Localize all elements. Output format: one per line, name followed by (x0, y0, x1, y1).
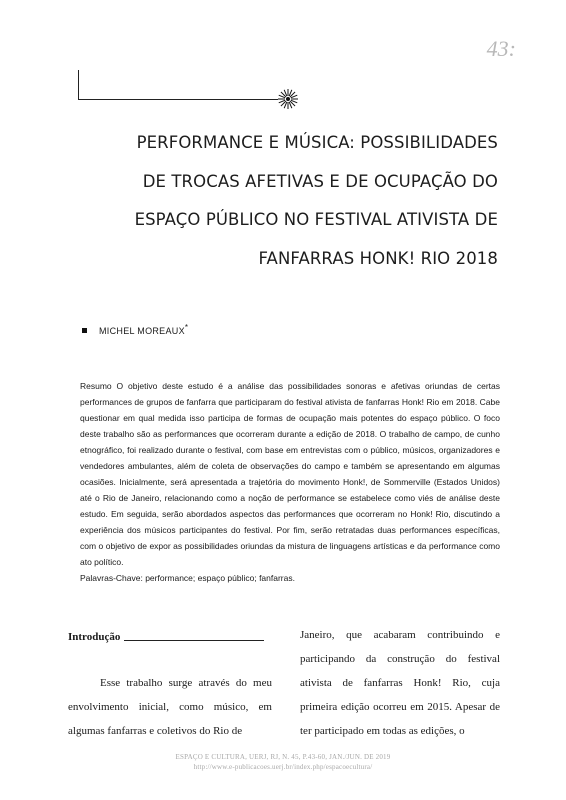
body-paragraph: Janeiro, que acabaram contribuindo e participando da construção do festival ativista de fanfarras Honk! Rio, cuja primeira edição ocorreu em 2015. Apesar de ter participado em todas as edições, o (300, 629, 500, 737)
article-title (80, 124, 498, 278)
intro-heading: Introdução (68, 631, 121, 643)
page-number: 43: (486, 36, 516, 61)
title-line: ESPAÇO PÚBLICO NO FESTIVAL ATIVISTA DE (134, 210, 498, 229)
intro-heading-row (68, 625, 272, 649)
sunburst-icon (277, 88, 299, 110)
title-line: DE TROCAS AFETIVAS E DE OCUPAÇÃO DO (142, 171, 498, 191)
title-line: FANFARRAS HONK! RIO 2018 (258, 248, 498, 268)
abstract-text: Resumo O objetivo deste estudo é a análise das possibilidades sonoras e afetivas oriundas de certas performances de grupos de fanfarra que participaram do festival ativista de fanfarras Honk! Rio em 2018. Cabe questionar em qual medida isso participa de formas de ocupação mais potentes do espaço público. O foco deste trabalho são as performances que ocorreram durante a edição de 2018. O trabalho de campo, de cunho etnográfico, foi realizado durante o festival, com base em entrevistas com o público, músicos, organizadores e vendedores ambulantes, além de coleta de observações do campo e também se apresentando em algumas ocasiões. Inicialmente, será apresentada a trajetória do movimento Honk!, de Sommerville (Estados Unidos) até o Rio de Janeiro, relacionando como a noção de performance se estabelece como viés de análise deste estudo. Em seguida, serão abordados aspectos das performances que ocorreram no Honk! Rio, discutindo a experiência dos músicos participantes do festival. Por fim, serão retratadas duas performances específicas, com o objetivo de expor as possibilidades oriundas da mistura de linguagens artísticas e da performance como ato político. (80, 381, 500, 567)
header-rule-horizontal (78, 99, 278, 100)
square-bullet-icon (82, 328, 87, 333)
footer-url: http://www.e-publicacoes.uerj.br/index.php/espacoecultura/ (193, 763, 373, 771)
heading-rule (124, 640, 264, 641)
header-rule-vertical (78, 70, 79, 100)
keywords: Palavras-Chave: performance; espaço público; fanfarras. (80, 573, 295, 583)
title-line: PERFORMANCE E MÚSICA: POSSIBILIDADES (136, 133, 498, 152)
page-footer (0, 752, 566, 772)
footer-citation: ESPAÇO E CULTURA, UERJ, RJ, N. 45, P.43-60, JAN./JUN. DE 2019 (175, 753, 391, 761)
author-name: MICHEL MOREAUX (99, 326, 185, 336)
abstract (80, 378, 500, 586)
author-line (82, 323, 188, 336)
body-paragraph: Esse trabalho surge através do meu envolvimento inicial, como músico, em algumas fanfarras e coletivos do Rio de (68, 677, 272, 737)
right-column (300, 623, 500, 743)
left-column (68, 625, 272, 743)
author-footnote-mark: * (184, 323, 189, 332)
